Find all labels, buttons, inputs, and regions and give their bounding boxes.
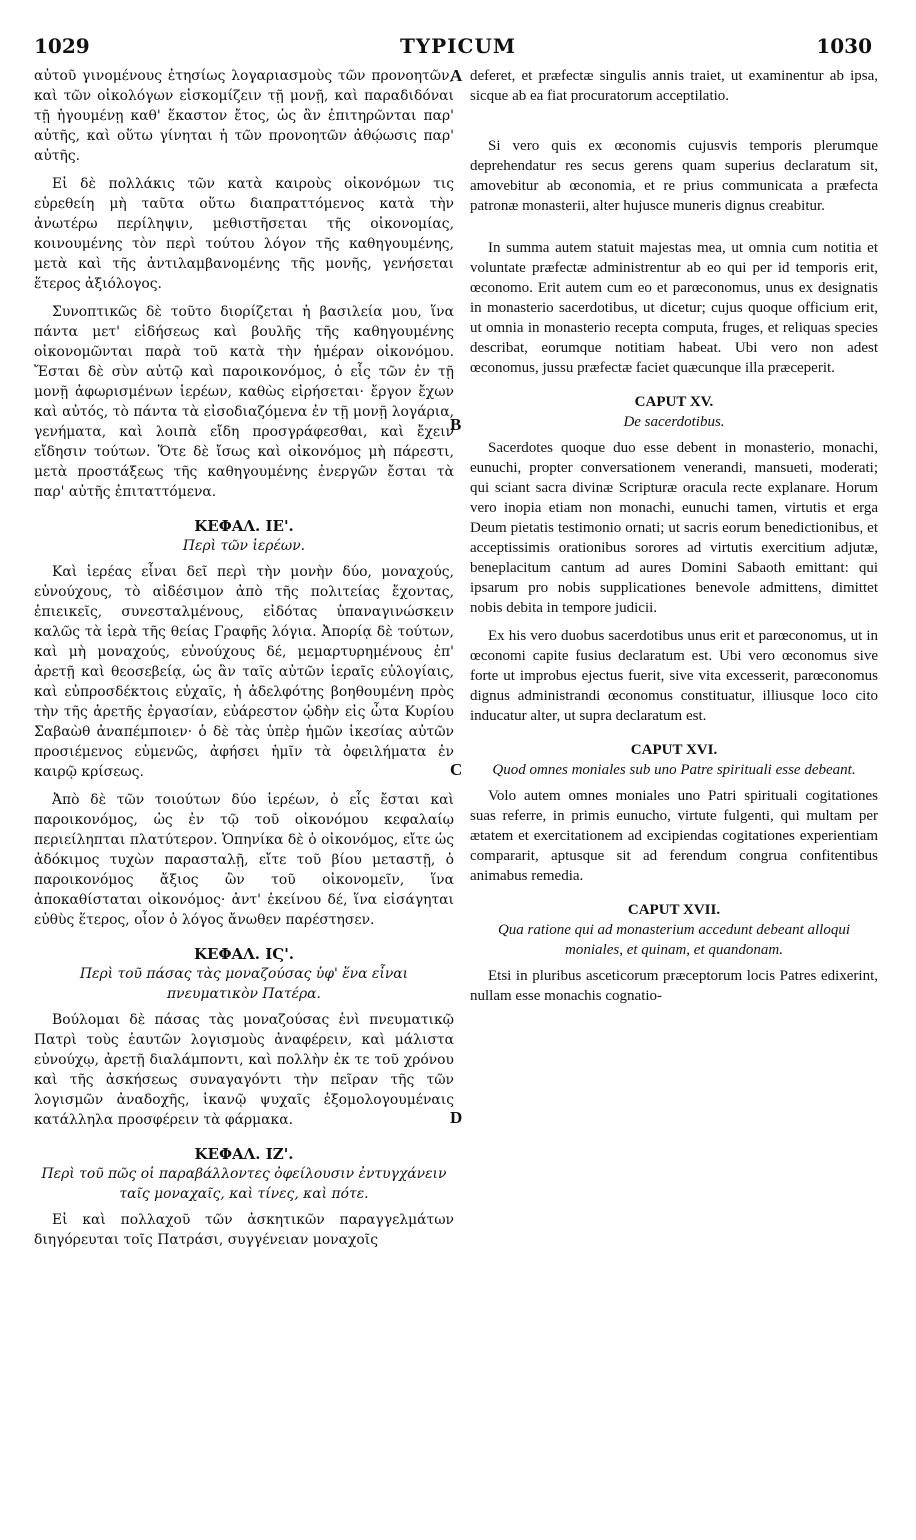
running-title: TYPICUM: [399, 34, 517, 58]
greek-paragraph: Καὶ ἱερέας εἶναι δεῖ περὶ τὴν μονὴν δύο, μοναχούς, εὐνούχους, τὸ αἰδέσιμον ἀπὸ τῆς πολιτείας ἔχοντας, ἐπιεικεῖς, συνεσταλμένους, εἰδότας ὑπαναγινώσκειν καλῶς τὰ ἱερὰ τῆς θείας Γραφῆς λόγια. Ἀπορίᾳ δὲ τούτων, καὶ μὴ μοναχούς, εὐνούχους δέ, μεμαρτυρημένους ἐπ' ἀρετῇ καὶ θεοσεβείᾳ, ὡς ἂν ταῖς αὐτῶν ἱεραῖς εὐλογίαις, καὶ εὐπροσδέκτοις εὐχαῖς, ἡ ἀδελφότης βοηθουμένη πρὸς τὴν τῆς ἀρετῆς ἐργασίαν, εὐάρεστον ᾠδὴν εἰς ὦτα Κυρίου Σαβαὼθ ἀναπέμποιεν· ὁ δὲ τὰς ὑπὲρ ἡμῶν ἱκεσίας αὐτῶν προσιέμενος εὐμενῶς, ἀφήσει ἡμῖν τὰ ὀφειλήματα ἐν καιρῷ κρίσεως.: [34, 564, 454, 780]
chapter-subtitle: Περὶ τοῦ πάσας τὰς μοναζούσας ὑφ' ἕνα εἶναι πνευματικὸν Πατέρα.: [79, 966, 409, 1002]
chapter-heading: CAPUT XVII.: [627, 902, 721, 918]
latin-paragraph: deferet, et præfectæ singulis annis traiet, ut examinentur ab ipsa, sicque ab ea fiat procuratorum acceptilatio.: [470, 68, 878, 104]
greek-paragraph: αὐτοῦ γινομένους ἐτησίως λογαριασμοὺς τῶν προνοητῶν, καὶ τῶν οἰκολόγων εἰσκομίζειν τῇ μονῇ, καὶ παραδιδόναι τῇ ἡγουμένῃ καθ' ἕκαστον ἔτος, ὡς ἂν ἐπιτηρῶνται παρ' αὐτῆς, καὶ οὕτω γίνηται ἡ τῶν προνοητῶν ἀθῴωσις παρ' αὐτῆς.: [34, 68, 454, 164]
chapter-subtitle: Περὶ τοῦ πῶς οἱ παραβάλλοντες ὀφείλουσιν ἐντυγχάνειν ταῖς μοναχαῖς, καὶ τίνες, καὶ πότε.: [41, 1166, 447, 1202]
chapter-heading: ΚΕΦΑΛ. ΙΖ'.: [194, 1145, 294, 1163]
chapter-subtitle: Qua ratione qui ad monasterium accedunt debeant alloqui moniales, et quinam, et quandonam.: [497, 922, 851, 958]
margin-marker-b: B: [450, 415, 462, 434]
chapter-subtitle: De sacerdotibus.: [623, 414, 725, 430]
chapter-heading: ΚΕΦΑΛ. ΙϚ'.: [193, 945, 295, 963]
left-page-number: 1029: [34, 34, 90, 58]
greek-paragraph: Βούλομαι δὲ πάσας τὰς μοναζούσας ἑνὶ πνευματικῷ Πατρὶ τοὺς ἑαυτῶν λογισμοὺς ἀναφέρειν, καὶ μάλιστα εὐνούχῳ, ἀρετῇ διαλάμποντι, καὶ πολλὴν ἐκ τε τοῦ χρόνου καὶ τῆς ἀσκήσεως συναγαγόντι τὴν πεῖραν τῆς τῶν λογισμῶν ἀναδοχῆς, ἱκανῷ ψυχαῖς ἐξομολογουμέναις κατάλληλα προσφέρειν τὰ φάρμακα.: [34, 1012, 454, 1128]
chapter-heading: CAPUT XVI.: [630, 742, 718, 758]
chapter-heading: ΚΕΦΑΛ. ΙΕ'.: [194, 517, 294, 535]
page-header: [0, 34, 916, 64]
latin-paragraph: Volo autem omnes moniales uno Patri spirituali cogitationes suas referre, in primis eunucho, virtute fulgenti, qui multam per ætatem et exercitationem ad excipiendas cogitationes experientiam compararit, aptusque sit ad ferendum congrua confitentibus animabus remedia.: [470, 788, 878, 884]
latin-paragraph: In summa autem statuit majestas mea, ut omnia cum notitia et voluntate præfectæ administrentur ab eo qui per id temporis erit, œconomo. Erit autem cum eo et parœconomus, unus ex designatis in monasterio sacerdotibus, ut dicetur; cujus quoque officium erit, ut omnia in monasterio recepta computa, fruges, et reliquas species describat, eorumque notitiam habeat. Ubi vero non adest œconomus, jussu præfectæ faciet quæcunque illa præceperit.: [470, 240, 878, 376]
greek-paragraph: Συνοπτικῶς δὲ τοῦτο διορίζεται ἡ βασιλεία μου, ἵνα πάντα μετ' εἰδήσεως καὶ βουλῆς τῆς καθηγουμένης οἰκονομῶνται παρὰ τοῦ κατὰ τὴν ἡμέραν οἰκονόμου. Ἔσται δὲ σὺν αὐτῷ καὶ παροικονόμος, ὁ εἷς τῶν ἐν τῇ μονῇ ἀφωρισμένων ἱερέων, καθὼς εἰρήσεται· ἔργον ἔχων καὶ αὐτός, τὸ πάντα τὰ εἰσοδιαζόμενα ἐν τῇ μονῇ λογάρια, γενήματα, καὶ λοιπὰ εἴδη προσγράφεσθαι, καὶ ἔχειν εἴδησιν τούτων. Ὅτε δὲ ἴσως καὶ οἰκονόμος μὴ πάρεστι, μετὰ προστάξεως τῆς καθηγουμένης ἐνεργῶν ἔσται τὰ παρ' αὐτῆς ἐπιταττόμενα.: [34, 304, 454, 500]
greek-paragraph: Εἰ καὶ πολλαχοῦ τῶν ἀσκητικῶν παραγγελμάτων διηγόρευται τοῖς Πατράσι, συγγένειαν μοναχοῖς: [34, 1212, 454, 1248]
margin-marker-a: A: [450, 66, 463, 85]
margin-marker-d: D: [450, 1108, 463, 1127]
latin-paragraph: Ex his vero duobus sacerdotibus unus erit et parœconomus, ut in œconomi capite fusius declaratum est. Ubi vero œconomus sive forte ut improbus ejectus fuerit, sive vita excesserit, parœconomus dignus administrandi œconomus constituatur, illiusque loco cito inducatur alter, ut supra declaratum est.: [470, 628, 878, 724]
right-page-number: 1030: [816, 34, 872, 58]
chapter-heading: CAPUT XV.: [634, 394, 714, 410]
chapter-subtitle: Περὶ τῶν ἱερέων.: [182, 538, 306, 554]
latin-column: [470, 66, 878, 1014]
latin-paragraph: Sacerdotes quoque duo esse debent in monasterio, monachi, eunuchi, propter conversationem venerandi, mansueti, moderati; qui sciant sacra divinæ Scripturæ oracula recte explanare. Horum vero inopia etiam non monachi, eunuchi tamen, virtutis et erga Deum pietatis testimonio ornati; ut sacris eorum benedictionibus, et acceptissimis orationibus sorores ad virtutis exercitium adjutæ, beneplacitum cantum ad aures Domini Sabaoth emittant: qui ipsarum pro nobis supplicationes benevole admittens, dimittet nobis debita in tempore judicii.: [470, 440, 878, 616]
greek-paragraph: Ἀπὸ δὲ τῶν τοιούτων δύο ἱερέων, ὁ εἷς ἔσται καὶ παροικονόμος, ὡς ἐν τῷ τοῦ οἰκονόμου κεφαλαίῳ περιείληπται πλατύτερον. Ὁπηνίκα δὲ ὁ οἰκονόμος, εἴτε ὡς ἀδόκιμος τυχὼν παρασταλῇ, εἴτε τοῦ βίου μεταστῇ, ὁ παροικονόμος ἄξιος ὢν τοῦ οἰκονομεῖν, ἵνα ἀποκαθίσταται οἰκονόμος· ἀντ' ἐκείνου δέ, ἵνα εἰσάγηται εὐθὺς ἕτερος, οἷον ὁ λόγος ἄνωθεν παρέστησεν.: [34, 792, 454, 928]
chapter-subtitle: Quod omnes moniales sub uno Patre spirituali esse debeant.: [492, 762, 856, 778]
latin-paragraph: Etsi in pluribus asceticorum præceptorum locis Patres edixerint, nullam esse monachis cognatio-: [470, 968, 878, 1004]
latin-paragraph: Si vero quis ex œconomis cujusvis temporis plerumque deprehendatur res secus gerens quam superius declaratum sit, amovebitur ab œconomia, et re prius communicata a præfecta patronæ monasterii, alter hujusce muneris dignus creabitur.: [470, 138, 878, 214]
margin-marker-c: C: [450, 760, 463, 779]
greek-column: [34, 66, 454, 1258]
greek-paragraph: Εἰ δὲ πολλάκις τῶν κατὰ καιροὺς οἰκονόμων τις εὑρεθείη μὴ ταῦτα οὕτω διαπραττόμενος κατὰ τὴν ἀνωτέρω περίληψιν, μεθιστῆσεται τῆς οἰκονομίας, κοινουμένης τὸν περὶ τούτου λόγον τῆς καθηγουμένης, μετὰ καὶ τῆς ἀντιλαμβανομένης τῆς μονῆς, γενήσεται ἕτερος ἀξιόλογος.: [34, 176, 454, 292]
